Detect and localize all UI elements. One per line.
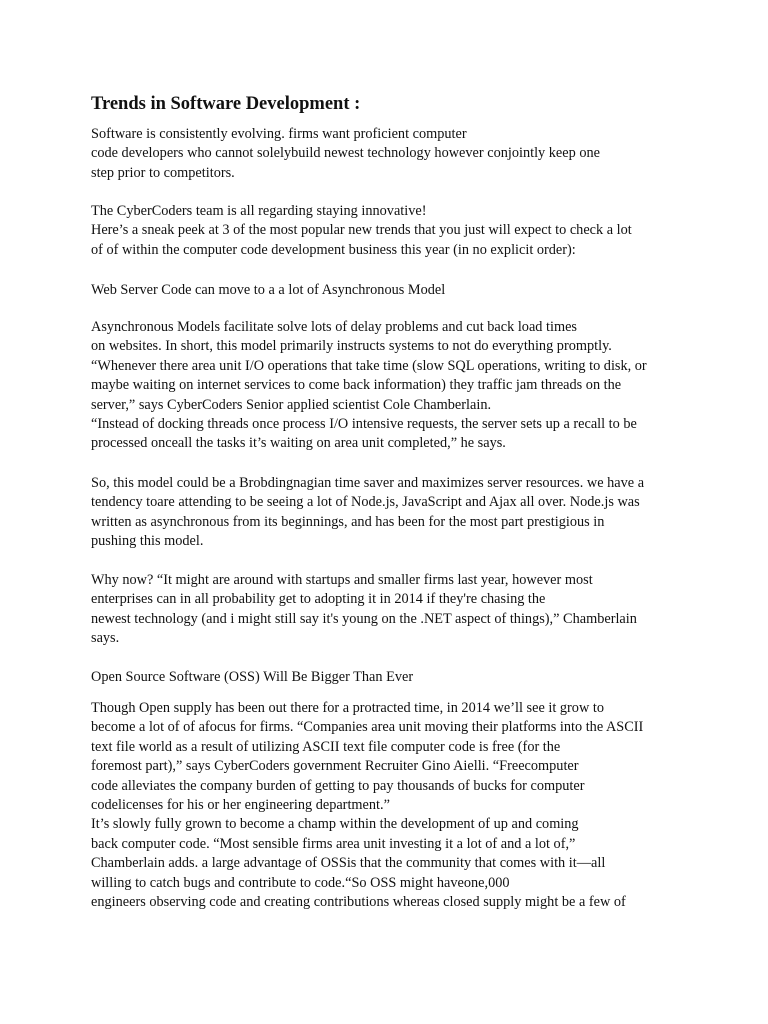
text-line: of of within the computer code development business this year (in no explicit order): — [91, 241, 576, 258]
text-line: processed onceall the tasks it’s waiting on area unit completed,” he says. — [91, 435, 506, 452]
text-line: back computer code. “Most sensible firms area unit investing it a lot of and a lot of,” — [91, 835, 576, 852]
text-line: willing to catch bugs and contribute to code.“So OSS might haveone,000 — [91, 874, 510, 891]
text-line: become a lot of of afocus for firms. “Companies area unit moving their platforms into the ASCII — [91, 719, 644, 736]
async-paragraph — [91, 318, 691, 454]
oss-paragraph — [91, 699, 691, 912]
text-line: tendency toare attending to be seeing a lot of Node.js, JavaScript and Ajax all over. Node.js was — [91, 494, 640, 511]
text-line: Here’s a sneak peek at 3 of the most popular new trends that you just will expect to check a lot — [91, 222, 632, 239]
text-line: Though Open supply has been out there for a protracted time, in 2014 we’ll see it grow to — [91, 700, 604, 716]
text-line: codelicenses for his or her engineering department.” — [91, 796, 390, 813]
whynow-paragraph — [91, 571, 691, 649]
text-line: So, this model could be a Brobdingnagian time saver and maximizes server resources. we have a — [91, 475, 645, 491]
section-heading-async: Web Server Code can move to a a lot of Asynchronous Model — [91, 282, 446, 298]
section-heading-oss: Open Source Software (OSS) Will Be Bigger Than Ever — [91, 669, 414, 685]
text-line: code alleviates the company burden of getting to pay thousands of bucks for computer — [91, 777, 585, 794]
text-line: text file world as a result of utilizing ASCII text file computer code is free (for the — [91, 738, 561, 755]
text-line: written as asynchronous from its beginnings, and has been for the most part prestigious in — [91, 513, 605, 530]
text-line: enterprises can in all probability get to adopting it in 2014 if they're chasing the — [91, 591, 546, 608]
text-line: server,” says CyberCoders Senior applied scientist Cole Chamberlain. — [91, 396, 492, 413]
text-line: step prior to competitors. — [91, 164, 235, 181]
text-line: Chamberlain adds. a large advantage of OSSis that the community that comes with it—all — [91, 855, 606, 872]
text-line: “Instead of docking threads once process I/O intensive requests, the server sets up a recall to be — [91, 415, 637, 432]
text-line: maybe waiting on internet services to come back information) they traffic jam threads on the — [91, 377, 622, 394]
text-line: Why now? “It might are around with startups and smaller firms last year, however most — [91, 572, 593, 588]
team-paragraph — [91, 202, 691, 260]
document-title: Trends in Software Development : — [91, 94, 361, 114]
text-line: foremost part),” says CyberCoders government Recruiter Gino Aielli. “Freecomputer — [91, 758, 579, 775]
text-line: “Whenever there area unit I/O operations that take time (slow SQL operations, writing to disk, or — [91, 357, 647, 374]
text-line: engineers observing code and creating contributions whereas closed supply might be a few of — [91, 893, 626, 910]
text-line: code developers who cannot solelybuild newest technology however conjointly keep one — [91, 145, 600, 162]
text-line: It’s slowly fully grown to become a champ within the development of up and coming — [91, 816, 579, 833]
saver-paragraph — [91, 474, 691, 552]
text-line: says. — [91, 630, 120, 647]
text-line: pushing this model. — [91, 533, 204, 550]
text-line: The CyberCoders team is all regarding staying innovative! — [91, 203, 427, 219]
text-line: Software is consistently evolving. firms want proficient computer — [91, 126, 467, 142]
intro-paragraph — [91, 125, 691, 183]
text-line: Asynchronous Models facilitate solve lots of delay problems and cut back load times — [91, 319, 577, 335]
text-line: newest technology (and i might still say it's young on the .NET aspect of things),” Chamberlain — [91, 610, 637, 627]
text-line: on websites. In short, this model primarily instructs systems to not do everything promptly. — [91, 338, 612, 355]
